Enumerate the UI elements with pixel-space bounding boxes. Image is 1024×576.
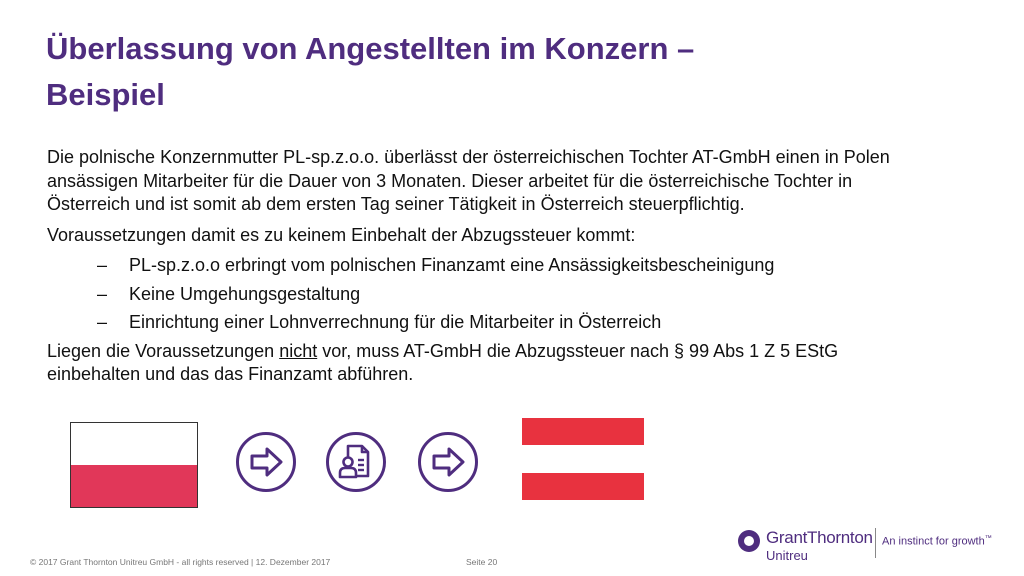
footer-copyright: © 2017 Grant Thornton Unitreu GmbH - all rights reserved | 12. Dezember 2017 [30,557,331,567]
consequence-text-start: Liegen die Voraussetzungen [47,340,280,361]
slide-title [46,26,946,118]
emphasis-nicht: nicht [279,340,318,361]
logo-mark-icon [738,530,760,552]
paragraph-intro: Die polnische Konzernmutter PL-sp.z.o.o. überlässt der österreichischen Tochter AT-GmbH einen in Polen ansässigen Mitarbeiter für die Dauer von 3 Monaten. Dieser arbeitet für die österreichische Tochter in Österreich und ist somit ab dem ersten Tag seiner Tätigkeit in Österreich steuerpflichtig. [47,147,890,214]
logo-tagline [882,535,992,548]
logo-subtitle: Unitreu [766,548,808,563]
consequence-text-end: vor, muss AT-GmbH die Abzugssteuer nach § 99 Abs 1 Z 5 EStG einbehalten und das das Finanzamt abführen. [47,340,839,384]
arrow-right-icon [236,432,296,492]
arrow-right-icon [418,432,478,492]
conditions-list [47,254,917,335]
slide-title-line2: Beispiel [46,77,165,112]
page-number: Seite 20 [466,557,498,567]
list-item-text: Einrichtung einer Lohnverrechnung für die Mitarbeiter in Österreich [129,312,662,332]
flag-red-stripe [522,473,644,500]
grant-thornton-logo [738,524,1008,572]
flag-red-stripe [522,418,644,445]
list-item-text: PL-sp.z.o.o erbringt vom polnischen Finanzamt eine Ansässigkeitsbescheinigung [129,255,775,275]
slide-body [47,146,917,394]
austria-flag [522,418,644,500]
list-item-text: Keine Umgehungsgestaltung [129,283,361,304]
bullet-dash: – [97,255,108,275]
poland-flag [70,422,198,508]
bullet-dash: – [97,283,108,304]
logo-company: GrantThornton [766,528,873,547]
logo-tagline-text: An instinct for growth [882,535,985,548]
employee-document-icon [326,432,386,492]
list-item [47,283,917,307]
paragraph-conditions: Voraussetzungen damit es zu keinem Einbehalt der Abzugssteuer kommt: [47,224,636,245]
flag-white-stripe [522,445,644,472]
slide-title-line1: Überlassung von Angestellten im Konzern – [46,31,695,66]
logo-divider [875,528,876,558]
flag-white-stripe [71,423,197,465]
list-item [47,311,917,335]
bullet-dash: – [97,312,108,332]
flag-red-stripe [71,465,197,508]
logo-trademark: ™ [984,535,992,542]
list-item [47,254,917,278]
paragraph-consequence [47,340,917,387]
